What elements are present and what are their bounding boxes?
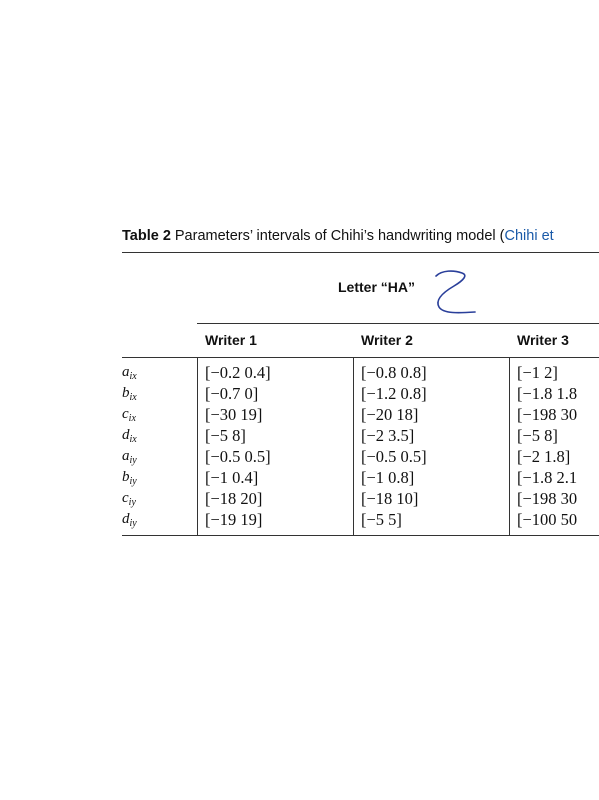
table-cell: [−100 50 [517, 510, 578, 529]
table-cell: [−5 8] [205, 426, 246, 445]
param-label: $b_{ix}$ [122, 385, 137, 403]
column-header-writer-3: Writer 3 [517, 332, 569, 348]
table-cell: [−18 10] [361, 489, 419, 508]
table-cell: [−5 5] [361, 510, 402, 529]
table-cell: [−1.8 1.8 [517, 384, 578, 403]
caption-text: Parameters’ intervals of Chihi’s handwriting model ( [174, 228, 505, 244]
header-rule [197, 323, 599, 324]
table-cell: [−1.2 0.8] [361, 384, 427, 403]
column-header-writer-1: Writer 1 [205, 332, 257, 348]
param-label: $b_{iy}$ [122, 469, 137, 487]
handwritten-ha-glyph-icon [428, 266, 480, 318]
table-cell: [−2 3.5] [361, 426, 415, 445]
param-label: $a_{ix}$ [122, 364, 137, 382]
table-cell: [−18 20] [205, 489, 263, 508]
header-bottom-rule [122, 357, 599, 358]
table-cell: [−20 18] [361, 405, 419, 424]
table-cell: [−198 30 [517, 489, 578, 508]
table-bottom-rule [122, 535, 599, 536]
table-cell: [−0.7 0] [205, 384, 259, 403]
table-top-rule [122, 252, 599, 253]
table-cell: [−0.8 0.8] [361, 363, 427, 382]
table-cell: [−198 30 [517, 405, 578, 424]
column-divider-3 [509, 357, 510, 536]
param-label: $a_{iy}$ [122, 448, 137, 466]
table-caption [122, 228, 554, 244]
table-cell: [−2 1.8] [517, 447, 571, 466]
param-label: $c_{iy}$ [122, 490, 136, 508]
column-divider-1 [197, 357, 198, 536]
table-cell: [−0.2 0.4] [205, 363, 271, 382]
letter-heading: Letter “HA” [338, 279, 416, 295]
param-label: $d_{ix}$ [122, 427, 137, 445]
table-cell: [−0.5 0.5] [205, 447, 271, 466]
table-cell: [−1 0.8] [361, 468, 415, 487]
table-cell: [−1 2] [517, 363, 558, 382]
column-divider-2 [353, 357, 354, 536]
table-cell: [−30 19] [205, 405, 263, 424]
column-header-writer-2: Writer 2 [361, 332, 413, 348]
table-cell: [−1.8 2.1 [517, 468, 578, 487]
table-cell: [−19 19] [205, 510, 263, 529]
table-cell: [−0.5 0.5] [361, 447, 427, 466]
param-label: $d_{iy}$ [122, 511, 137, 529]
table-cell: [−1 0.4] [205, 468, 259, 487]
table-number: Table 2 [122, 228, 171, 244]
table-cell: [−5 8] [517, 426, 558, 445]
citation-link[interactable]: Chihi et [504, 228, 554, 244]
param-label: $c_{ix}$ [122, 406, 136, 424]
